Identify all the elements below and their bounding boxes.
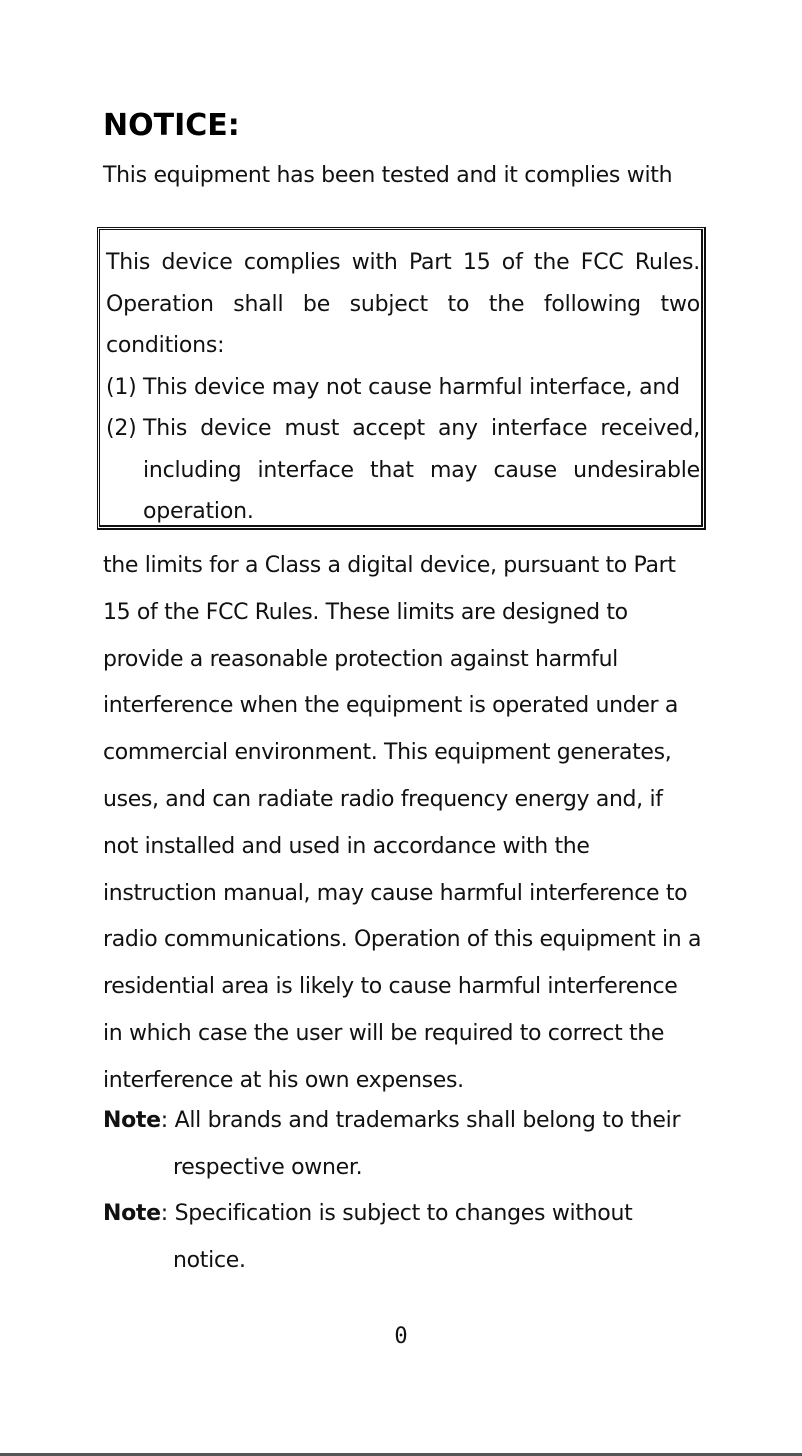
- note-separator: :: [160, 1108, 175, 1133]
- fcc-condition-1-text: This device may not cause harmful interface, and: [143, 374, 680, 400]
- note-trademarks: [103, 1098, 703, 1191]
- fcc-limits-paragraph: the limits for a Class a digital device, pursuant to Part 15 of the FCC Rules. These limits are designed to provide a reasonable protection against harmful interference when the equipment is operated under a commercial environment. This equipment generates, uses, and can radiate radio frequency energy and, if not installed and used in accordance with the instruction manual, may cause harmful interference to radio communications. Operation of this equipment in a residential area is likely to cause harmful interference in which case the user will be required to correct the interference at his own expenses.: [103, 553, 702, 1093]
- fcc-condition-2: [106, 408, 700, 533]
- note-separator: :: [160, 1201, 175, 1226]
- notice-intro-text: This equipment has been tested and it complies with: [103, 163, 673, 188]
- fcc-statement: This device complies with Part 15 of the FCC Rules. Operation shall be subject to the following two conditions:: [106, 250, 700, 358]
- note-label: Note: [103, 1201, 161, 1226]
- fcc-compliance-box: [97, 227, 706, 530]
- note-label: Note: [103, 1108, 161, 1133]
- note-specification: [103, 1191, 703, 1284]
- fcc-box-content: [106, 242, 700, 533]
- page-number: 0: [394, 1324, 408, 1349]
- fcc-condition-2-text: This device must accept any interface received, including interface that may cause undesirable operation.: [143, 416, 700, 524]
- fcc-condition-1: [106, 367, 700, 409]
- note-text: All brands and trademarks shall belong to their respective owner.: [173, 1108, 681, 1180]
- fcc-condition-2-number: (2): [106, 416, 137, 441]
- fcc-condition-1-number: (1): [106, 374, 137, 400]
- note-text: Specification is subject to changes without notice.: [173, 1201, 633, 1273]
- notice-heading: NOTICE:: [103, 108, 240, 143]
